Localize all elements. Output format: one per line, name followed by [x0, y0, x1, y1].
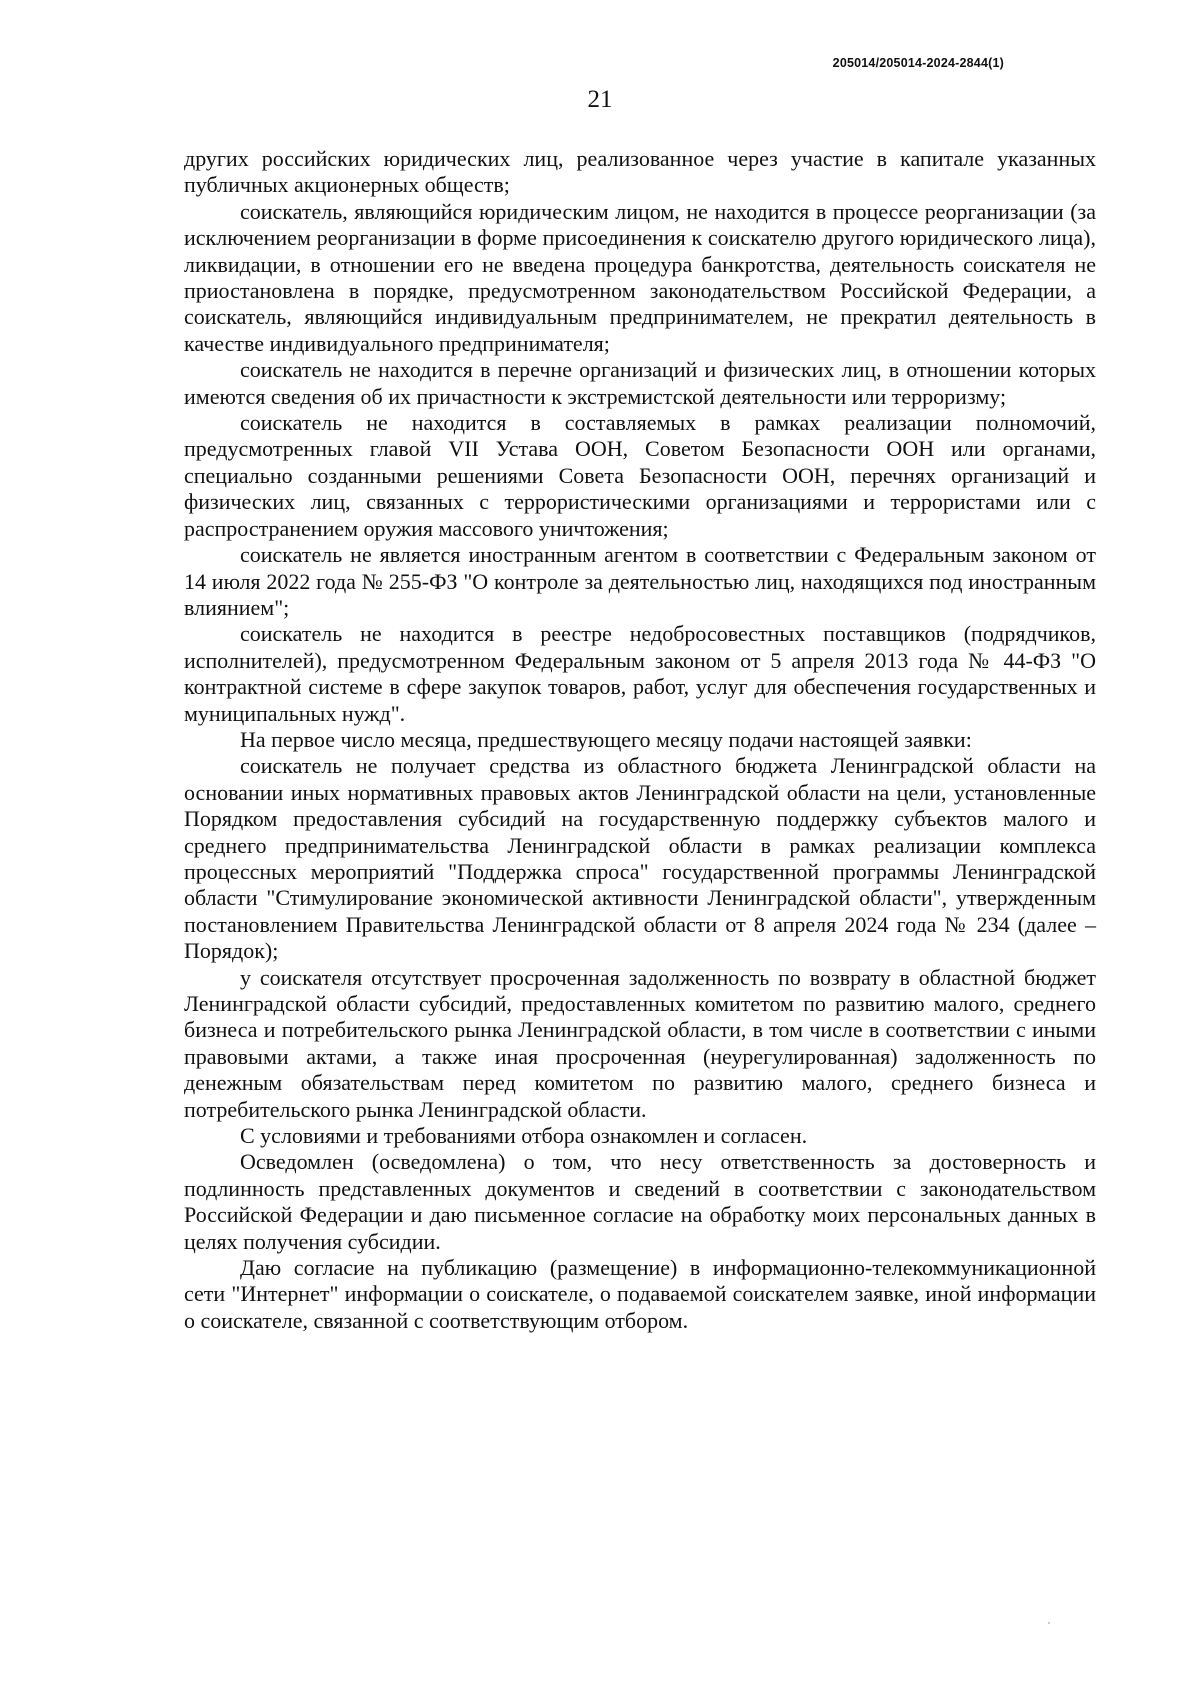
- paragraph-publication-consent: Даю согласие на публикацию (размещение) в информационно-телекоммуникационной сети "Интернет" информации о соискателе, о подаваемой соискателем заявке, иной информации о соискателе, связанной с соответствующим отбором.: [184, 1255, 1096, 1333]
- paragraph-un-lists: соискатель не находится в составляемых в рамках реализации полномочий, предусмотренных главой VII Устава ООН, Советом Безопасности ООН или органами, специально созданными решениями Совета Безопасности ООН, перечнях организаций и физических лиц, связанных с террористическими организациями и террористами или с распространением оружия массового уничтожения;: [184, 410, 1096, 541]
- document-body: [184, 146, 1096, 1334]
- paragraph-reorganization: соискатель, являющийся юридическим лицом, не находится в процессе реорганизации (за исключением реорганизации в форме присоединения к соискателю другого юридического лица), ликвидации, в отношении его не введена процедура банкротства, деятельность соискателя не приостановлена в порядке, предусмотренном законодательством Российской Федерации, а соискатель, являющийся индивидуальным предпринимателем, не прекратил деятельность в качестве индивидуального предпринимателя;: [184, 198, 1096, 356]
- paragraph-foreign-agent: соискатель не является иностранным агентом в соответствии с Федеральным законом от 14 июля 2022 года № 255-ФЗ "О контроле за деятельностью лиц, находящихся под иностранным влиянием";: [184, 542, 1096, 620]
- paragraph-budget-funds: соискатель не получает средства из областного бюджета Ленинградской области на основании иных нормативных правовых актов Ленинградской области на цели, установленные Порядком предоставления субсидий на государственную поддержку субъектов малого и среднего предпринимательства Ленинградской области в рамках реализации комплекса процессных мероприятий "Поддержка спроса" государственной программы Ленинградской области "Стимулирование экономической активности Ленинградской области", утвержденным постановлением Правительства Ленинградской области от 8 апреля 2024 года № 234 (далее – Порядок);: [184, 753, 1096, 964]
- paragraph-continuation: других российских юридических лиц, реализованное через участие в капитале указанных публичных акционерных обществ;: [184, 146, 1096, 198]
- page-number: 21: [587, 86, 613, 113]
- paragraph-debt: у соискателя отсутствует просроченная задолженность по возврату в областной бюджет Ленинградской области субсидий, предоставленных комитетом по развитию малого, среднего бизнеса и потребительского рынка Ленинградской области, в том числе в соответствии с иными правовыми актами, а также иная просроченная (неурегулированная) задолженность по денежным обязательствам перед комитетом по развитию малого, среднего бизнеса и потребительского рынка Ленинградской области.: [184, 964, 1096, 1122]
- paragraph-supplier-registry: соискатель не находится в реестре недобросовестных поставщиков (подрядчиков, исполнителей), предусмотренном Федеральным законом от 5 апреля 2013 года № 44-ФЗ "О контрактной системе в сфере закупок товаров, работ, услуг для обеспечения государственных и муниципальных нужд".: [184, 621, 1096, 726]
- scan-speck: [1048, 1622, 1050, 1624]
- paragraph-extremism-list: соискатель не находится в перечне организаций и физических лиц, в отношении которых имеются сведения об их причастности к экстремистской деятельности или терроризму;: [184, 357, 1096, 409]
- paragraph-first-day-of-month: На первое число месяца, предшествующего месяцу подачи настоящей заявки:: [240, 726, 972, 752]
- document-id: 205014/205014-2024-2844(1): [832, 56, 1004, 70]
- paragraph-agreement: С условиями и требованиями отбора ознакомлен и согласен.: [240, 1123, 808, 1149]
- paragraph-responsibility: Осведомлен (осведомлена) о том, что несу ответственность за достоверность и подлинность представленных документов и сведений в соответствии с законодательством Российской Федерации и даю письменное согласие на обработку моих персональных данных в целях получения субсидии.: [184, 1149, 1096, 1254]
